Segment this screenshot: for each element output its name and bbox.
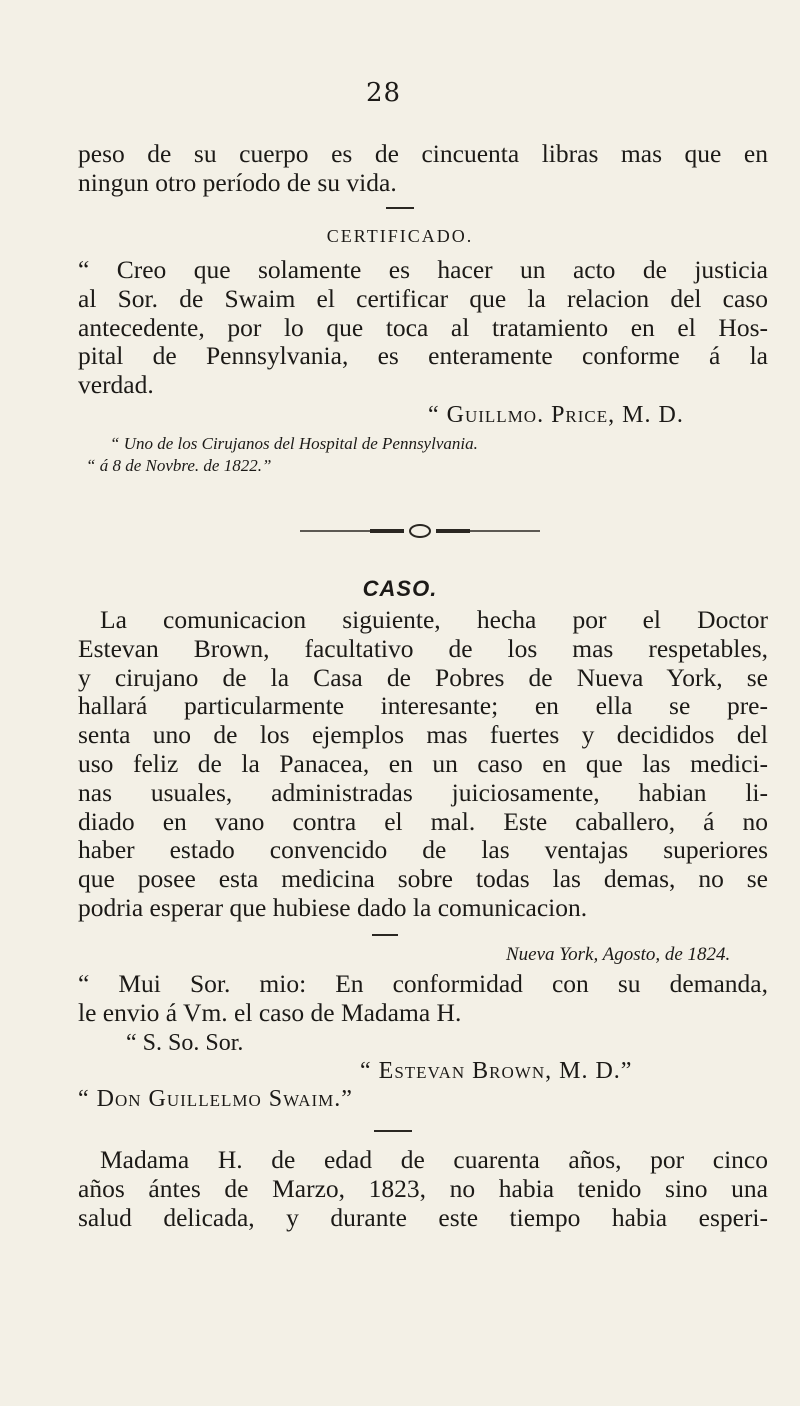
- text-line: haber estado convencido de las ventajas superiores: [78, 835, 768, 865]
- separator-rule: [374, 1130, 412, 1132]
- separator-rule: [372, 934, 398, 936]
- text-line: ningun otro período de su vida.: [78, 167, 397, 197]
- page-number: 28: [366, 78, 402, 108]
- text-line: al Sor. de Swaim el certificar que la relacion del caso: [78, 283, 768, 313]
- text-line: senta uno de los ejemplos mas fuertes y decididos del: [78, 720, 768, 750]
- text-line: peso de su cuerpo es de cincuenta libras mas que en: [78, 139, 768, 168]
- text-line: años ántes de Marzo, 1823, no habia tenido sino una: [78, 1173, 768, 1203]
- text-line: La comunicacion siguiente, hecha por el Doctor: [100, 605, 768, 634]
- ornament-divider: [300, 524, 540, 538]
- final-paragraph: [78, 1146, 768, 1232]
- text-line: nas usuales, administradas juiciosamente, habian li-: [78, 777, 768, 807]
- certificate-role: “ Uno de los Cirujanos del Hospital de Pennsylvania.: [110, 434, 478, 453]
- caso-heading: CASO.: [362, 576, 438, 601]
- letter-signature: “ Estevan Brown, M. D.”: [360, 1058, 633, 1084]
- text-line: uso feliz de la Panacea, en un caso en que las medici-: [78, 748, 768, 778]
- separator-rule: [386, 207, 414, 209]
- text-line: salud delicada, y durante este tiempo habia esperi-: [78, 1202, 768, 1232]
- letter-closing: “ S. So. Sor.: [126, 1030, 244, 1056]
- caso-paragraph: [78, 606, 768, 923]
- certificate-date: “ á 8 de Novbre. de 1822.”: [86, 456, 272, 475]
- text-line: le envio á Vm. el caso de Madama H.: [78, 997, 462, 1027]
- letter-text: [78, 970, 768, 1028]
- text-line: antecedente, por lo que toca al tratamiento en el Hos-: [78, 312, 768, 342]
- letter-dateline: Nueva York, Agosto, de 1824.: [506, 944, 731, 965]
- text-line: “ Mui Sor. mio: En conformidad con su demanda,: [78, 969, 768, 998]
- text-line: Madama H. de edad de cuarenta años, por cinco: [100, 1145, 768, 1174]
- text-line: pital de Pennsylvania, es enteramente conforme á la: [78, 341, 768, 371]
- certificate-text: [78, 256, 768, 400]
- letter-addressee: “ Don Guillelmo Swaim.”: [78, 1086, 353, 1112]
- text-line: verdad.: [78, 370, 154, 400]
- text-line: Estevan Brown, facultativo de los mas respetables,: [78, 633, 768, 663]
- text-line: hallará particularmente interesante; en ella se pre-: [78, 691, 768, 721]
- certificate-signature: “ Guillmo. Price, M. D.: [428, 402, 684, 428]
- text-line: que posee esta medicina sobre todas las demas, no se: [78, 864, 768, 894]
- text-line: “ Creo que solamente es hacer un acto de justicia: [78, 255, 768, 284]
- text-line: y cirujano de la Casa de Pobres de Nueva York, se: [78, 662, 768, 692]
- text-line: podria esperar que hubiese dado la comunicacion.: [78, 892, 588, 922]
- opening-paragraph: [78, 140, 768, 198]
- certificate-heading: CERTIFICADO.: [326, 226, 474, 246]
- text-line: diado en vano contra el mal. Este caballero, á no: [78, 806, 768, 836]
